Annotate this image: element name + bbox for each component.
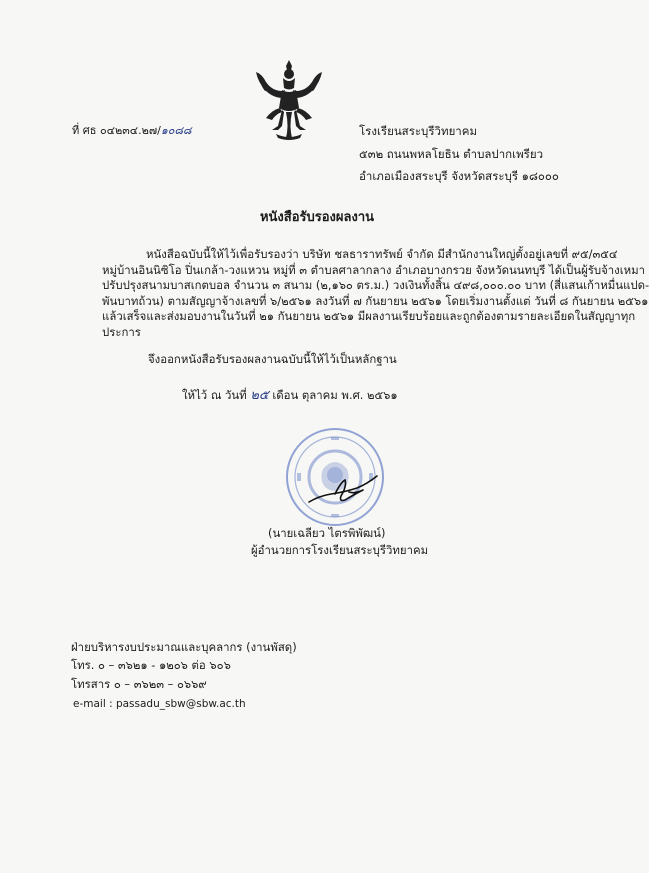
issue-date-suffix: เดือน ตุลาคม พ.ศ. ๒๕๖๑ (272, 388, 398, 402)
footer-fax: โทรสาร ๐ – ๓๖๒๓ – ๐๖๖๙ (71, 677, 207, 691)
signer-name: (นายเฉลียว ไตรพิพัฒน์) (268, 526, 386, 540)
body-line: หนังสือฉบับนี้ให้ไว้เพื่อรับรองว่า บริษัท ชลธาราทรัพย์ จำกัด มีสำนักงานใหญ่ตั้งอยู่เลขที่ ๙๕/๓๕๔ (146, 247, 618, 261)
sender-street: ๕๓๒ ถนนพหลโยธิน ตำบลปากเพรียว (359, 147, 544, 161)
body-line: ปรับปรุงสนามบาสเกตบอล จำนวน ๓ สนาม (๒,๑๖๐ ตร.ม.) วงเงินทั้งสิ้น ๔๙๘,๐๐๐.๐๐ บาท (สี่แสนเก้าหมื่นแปด- (102, 278, 649, 293)
reference-number (72, 124, 191, 137)
body-line: แล้วเสร็จและส่งมอบงานในวันที่ ๒๑ กันยายน ๒๕๖๑ มีผลงานเรียบร้อยและถูกต้องตามรายละเอียดในสัญญาทุก (102, 309, 636, 324)
signer-position: ผู้อำนวยการโรงเรียนสระบุรีวิทยาคม (251, 543, 429, 557)
sender-city: อำเภอเมืองสระบุรี จังหวัดสระบุรี ๑๘๐๐๐ (359, 169, 559, 183)
footer-department: ฝ่ายบริหารงบประมาณและบุคลากร (งานพัสดุ) (71, 640, 297, 654)
sender-school-name: โรงเรียนสระบุรีวิทยาคม (359, 124, 478, 138)
handwritten-day: ๒๕ (250, 388, 269, 403)
body-line: พันบาทถ้วน) ตามสัญญาจ้างเลขที่ ๖/๒๕๖๑ ลงวันที่ ๗ กันยายน ๒๕๖๑ โดยเริ่มงานตั้งแต่ วันที่ ๘ กันยายน ๒๕๖๑ (102, 293, 649, 308)
footer-telephone: โทร. ๐ – ๓๖๒๑ - ๑๒๐๖ ต่อ ๖๐๖ (71, 658, 231, 672)
document-title: หนังสือรับรองผลงาน (259, 210, 375, 225)
footer-email: e-mail : passadu_sbw@sbw.ac.th (73, 698, 246, 710)
body-line: หมู่บ้านอินนิซิโอ ปิ่นเกล้า-วงแหวน หมู่ที่ ๓ ตำบลศาลากลาง อำเภอบางกรวย จังหวัดนนทบุรี ได้เป็นผู้รับจ้างเหมา (102, 262, 646, 277)
reference-prefix: ที่ ศธ ๐๔๒๓๔.๒๗/ (72, 124, 161, 137)
body-line: ประการ (102, 324, 141, 339)
signature-icon (305, 470, 395, 510)
garuda-emblem-icon (252, 58, 326, 144)
body-paragraph (102, 247, 649, 341)
handwritten-reference-number: ๑๐๘๘ (160, 124, 192, 137)
issue-date (182, 389, 398, 402)
closing-statement: จึงออกหนังสือรับรองผลงานฉบับนี้ให้ไว้เป็นหลักฐาน (148, 352, 397, 366)
issue-date-prefix: ให้ไว้ ณ วันที่ (182, 388, 247, 402)
